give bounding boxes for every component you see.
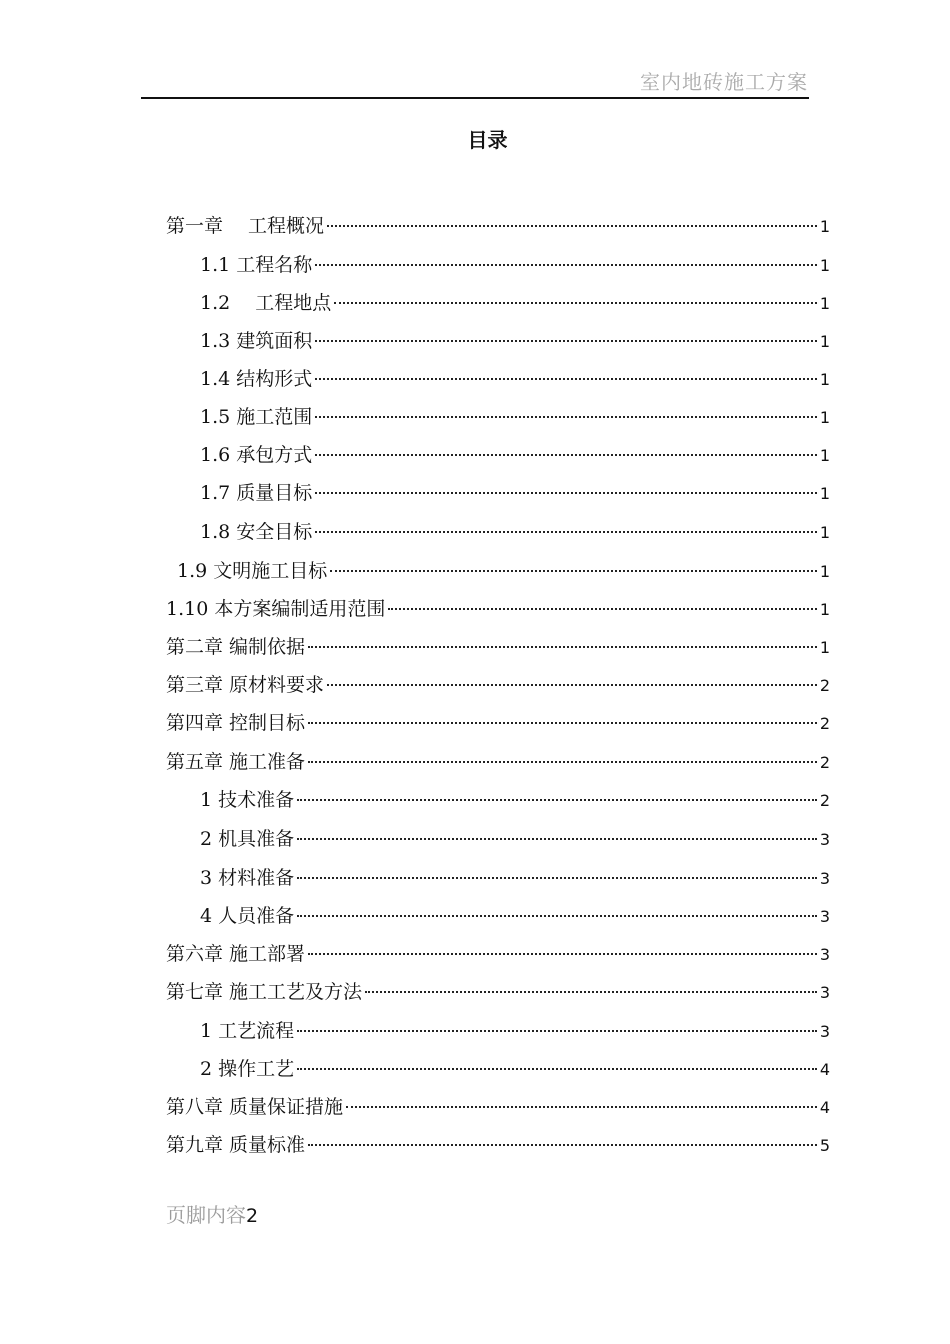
toc-entry-label: 1.6 承包方式 — [200, 444, 313, 466]
toc-entry-page: 2 — [819, 753, 830, 772]
toc-dot-leader — [327, 225, 817, 227]
toc-dot-leader — [346, 1106, 817, 1108]
toc-entry-label: 1.9 文明施工目标 — [177, 560, 328, 582]
toc-dot-leader — [308, 646, 817, 648]
toc-entry[interactable] — [200, 518, 830, 546]
toc-dot-leader — [315, 492, 817, 494]
toc-entry-page: 1 — [819, 446, 830, 465]
toc-entry-page: 1 — [819, 484, 830, 503]
toc-entry-label: 1.3 建筑面积 — [200, 330, 313, 352]
toc-entry-label: 1 工艺流程 — [200, 1020, 295, 1042]
toc-dot-leader — [308, 1144, 817, 1146]
toc-entry-label: 第八章 质量保证措施 — [166, 1096, 344, 1118]
footer-label: 页脚内容 — [166, 1203, 246, 1227]
toc-entry[interactable] — [200, 251, 830, 279]
toc-entry-label: 1.10 本方案编制适用范围 — [166, 598, 386, 620]
toc-entry-label: 1.8 安全目标 — [200, 521, 313, 543]
toc-entry-page: 1 — [819, 294, 830, 313]
toc-entry-page: 1 — [819, 370, 830, 389]
footer-page-number: 2 — [246, 1205, 259, 1227]
toc-entry-label: 2 操作工艺 — [200, 1058, 295, 1080]
toc-entry[interactable] — [177, 557, 830, 585]
toc-dot-leader — [327, 684, 817, 686]
toc-entry-page: 5 — [819, 1136, 830, 1155]
toc-dot-leader — [315, 454, 817, 456]
toc-dot-leader — [308, 953, 817, 955]
toc-dot-leader — [308, 761, 817, 763]
toc-entry-label: 第一章 工程概况 — [166, 215, 325, 237]
toc-entry[interactable] — [200, 365, 830, 393]
toc-dot-leader — [297, 1068, 817, 1070]
toc-entry-page: 3 — [819, 907, 830, 926]
toc-entry-label: 第五章 施工准备 — [166, 751, 306, 773]
toc-dot-leader — [330, 570, 817, 572]
toc-entry-page: 2 — [819, 714, 830, 733]
toc-dot-leader — [365, 991, 817, 993]
toc-entry[interactable] — [200, 289, 830, 317]
toc-entry[interactable] — [166, 978, 830, 1006]
toc-dot-leader — [315, 340, 817, 342]
toc-entry-page: 3 — [819, 945, 830, 964]
toc-entry-page: 1 — [819, 256, 830, 275]
toc-entry-page: 1 — [819, 562, 830, 581]
toc-dot-leader — [297, 799, 817, 801]
toc-dot-leader — [315, 416, 817, 418]
toc-entry-page: 1 — [819, 600, 830, 619]
toc-entry-page: 3 — [819, 1022, 830, 1041]
toc-entry[interactable] — [200, 786, 830, 814]
toc-entry[interactable] — [200, 1017, 830, 1045]
toc-entry[interactable] — [200, 327, 830, 355]
toc-entry-label: 第九章 质量标准 — [166, 1134, 306, 1156]
toc-entry-page: 1 — [819, 408, 830, 427]
toc-entry-page: 3 — [819, 983, 830, 1002]
toc-entry-label: 第七章 施工工艺及方法 — [166, 981, 363, 1003]
toc-entry[interactable] — [200, 479, 830, 507]
toc-entry-page: 1 — [819, 332, 830, 351]
toc-entry-label: 1.5 施工范围 — [200, 406, 313, 428]
toc-entry[interactable] — [166, 1093, 830, 1121]
toc-entry[interactable] — [166, 595, 830, 623]
toc-dot-leader — [297, 877, 817, 879]
toc-entry[interactable] — [166, 671, 830, 699]
toc-entry-label: 2 机具准备 — [200, 828, 295, 850]
toc-entry[interactable] — [166, 748, 830, 776]
toc-entry-label: 1.7 质量目标 — [200, 482, 313, 504]
toc-dot-leader — [297, 1030, 817, 1032]
toc-entry-label: 1.1 工程名称 — [200, 254, 313, 276]
toc-entry-page: 4 — [819, 1060, 830, 1079]
toc-entry-page: 2 — [819, 676, 830, 695]
toc-dot-leader — [315, 264, 817, 266]
toc-dot-leader — [297, 915, 817, 917]
toc-entry-page: 1 — [819, 523, 830, 542]
toc-dot-leader — [308, 722, 817, 724]
toc-entry-label: 第六章 施工部署 — [166, 943, 306, 965]
toc-entry-page: 4 — [819, 1098, 830, 1117]
toc-dot-leader — [388, 608, 816, 610]
toc-entry[interactable] — [200, 825, 830, 853]
toc-entry[interactable] — [166, 212, 830, 240]
toc-dot-leader — [297, 838, 817, 840]
toc-entry-label: 1 技术准备 — [200, 789, 295, 811]
toc-entry-label: 第四章 控制目标 — [166, 712, 306, 734]
toc-dot-leader — [315, 531, 817, 533]
document-header-title: 室内地砖施工方案 — [640, 70, 808, 94]
toc-entry-page: 3 — [819, 869, 830, 888]
toc-entry-label: 3 材料准备 — [200, 867, 295, 889]
toc-entry[interactable] — [166, 1131, 830, 1159]
toc-entry-label: 4 人员准备 — [200, 905, 295, 927]
toc-entry-label: 1.2 工程地点 — [200, 292, 332, 314]
toc-entry[interactable] — [200, 864, 830, 892]
page-footer — [166, 1199, 258, 1228]
toc-dot-leader — [315, 378, 817, 380]
toc-entry[interactable] — [200, 403, 830, 431]
toc-entry[interactable] — [200, 1055, 830, 1083]
toc-entry[interactable] — [200, 441, 830, 469]
toc-title: 目录 — [467, 128, 508, 152]
toc-entry[interactable] — [166, 709, 830, 737]
toc-entry-page: 2 — [819, 791, 830, 810]
toc-entry-label: 第三章 原材料要求 — [166, 674, 325, 696]
toc-entry[interactable] — [166, 940, 830, 968]
toc-entry-label: 1.4 结构形式 — [200, 368, 313, 390]
toc-dot-leader — [334, 302, 817, 304]
toc-entry[interactable] — [166, 633, 830, 661]
toc-entry-page: 1 — [819, 217, 830, 236]
toc-entry-label: 第二章 编制依据 — [166, 636, 306, 658]
toc-entry-page: 3 — [819, 830, 830, 849]
toc-entry[interactable] — [200, 902, 830, 930]
toc-entry-page: 1 — [819, 638, 830, 657]
